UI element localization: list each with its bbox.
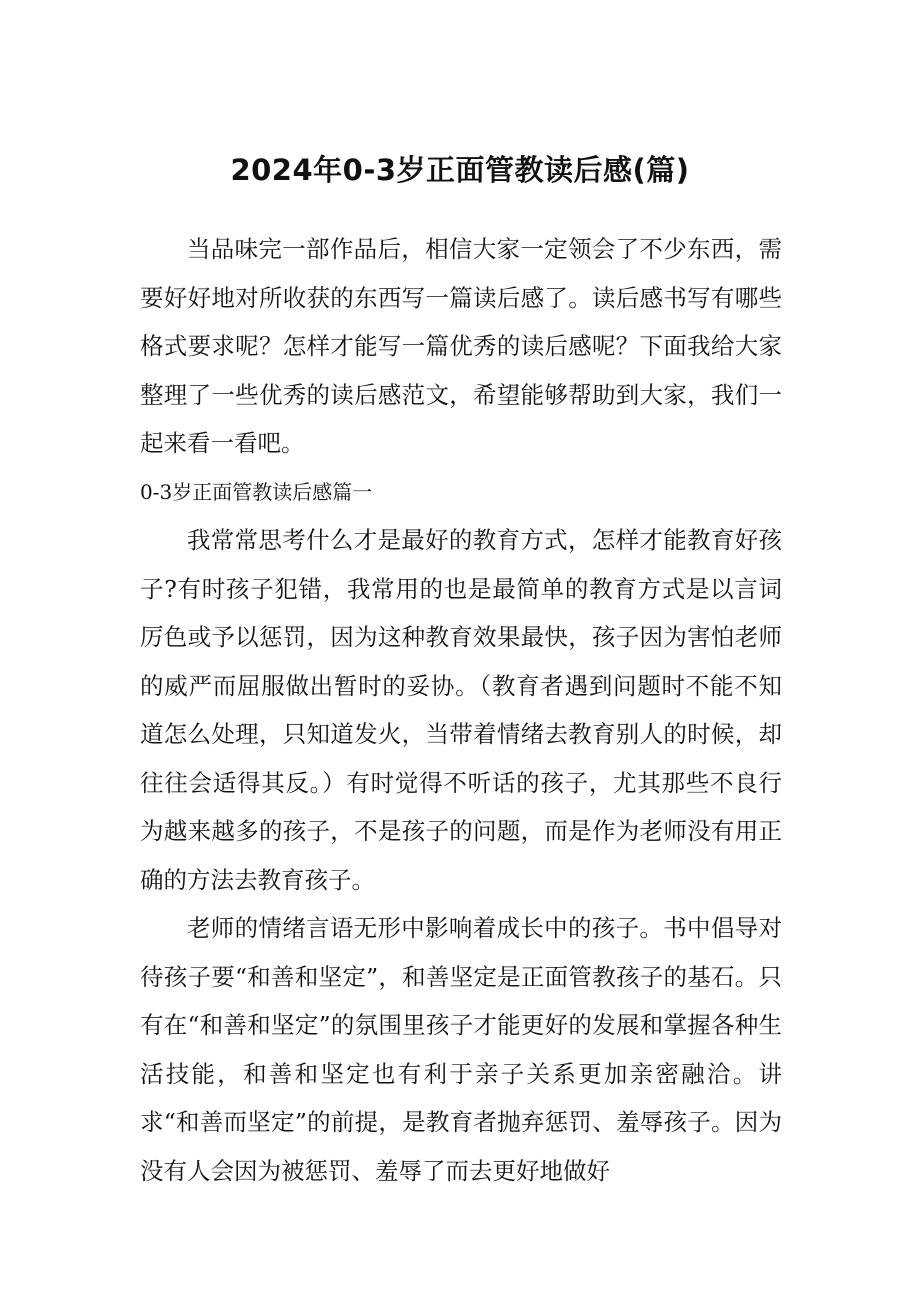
- body-paragraph-2: 老师的情绪言语无形中影响着成长中的孩子。书中倡导对待孩子要“和善和坚定”，和善坚定是正面管教孩子的基石。只有在“和善和坚定”的氛围里孩子才能更好的发展和掌握各种生活技能，和善和坚定也有利于亲子关系更加亲密融洽。讲求“和善而坚定”的前提，是教育者抛弃惩罚、羞辱孩子。因为没有人会因为被惩罚、羞辱了而去更好地做好: [140, 914, 782, 1185]
- intro-paragraph: 当品味完一部作品后，相信大家一定领会了不少东西，需要好好地对所收获的东西写一篇读后感了。读后感书写有哪些格式要求呢？怎样才能写一篇优秀的读后感呢？下面我给大家整理了一些优秀的读后感范文，希望能够帮助到大家，我们一起来看一看吧。: [140, 235, 782, 457]
- document-title: 2024年0-3岁正面管教读后感(篇): [230, 153, 690, 187]
- document-body: [140, 225, 782, 1195]
- body-paragraph-1: 我常常思考什么才是最好的教育方式，怎样才能教育好孩子?有时孩子犯错，我常用的也是最简单的教育方式是以言词厉色或予以惩罚，因为这种教育效果最快，孩子因为害怕老师的威严而屈服做出暂时的妥协。（教育者遇到问题时不能不知道怎么处理，只知道发火，当带着情绪去教育别人的时候，却往往会适得其反。）有时觉得不听话的孩子，尤其那些不良行为越来越多的孩子，不是孩子的问题，而是作为老师没有用正确的方法去教育孩子。: [140, 526, 782, 894]
- section-heading: 0-3岁正面管教读后感篇一: [140, 479, 373, 504]
